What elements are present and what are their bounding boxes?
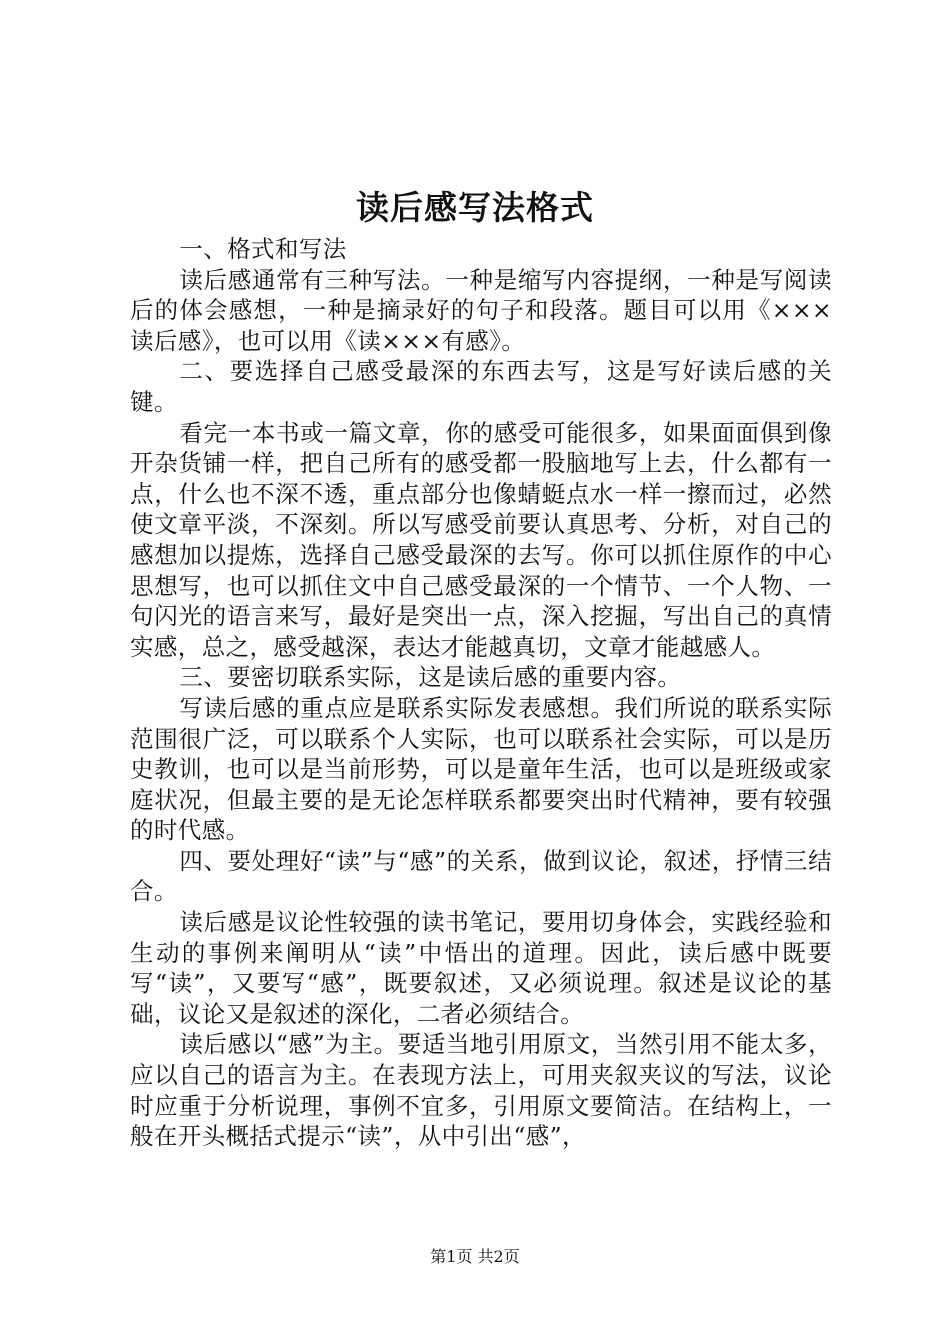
document-body bbox=[130, 234, 832, 1152]
paragraph: 写读后感的重点应是联系实际发表感想。我们所说的联系实际范围很广泛，可以联系个人实际，也可以联系社会实际，可以是历史教训，也可以是当前形势，可以是童年生活，也可以是班级或家庭状况，但最主要的是无论怎样联系都要突出时代精神，要有较强的时代感。 bbox=[130, 693, 832, 845]
section-heading-4: 四、要处理好“读”与“感”的关系，做到议论，叙述，抒情三结合。 bbox=[130, 846, 832, 906]
section-heading-1: 一、格式和写法 bbox=[179, 235, 347, 263]
paragraph: 读后感通常有三种写法。一种是缩写内容提纲，一种是写阅读后的体会感想，一种是摘录好的句子和段落。题目可以用《×××读后感》，也可以用《读×××有感》。 bbox=[130, 265, 832, 355]
paragraph: 读后感是议论性较强的读书笔记，要用切身体会，实践经验和生动的事例来阐明从“读”中悟出的道理。因此，读后感中既要写“读”，又要写“感”，既要叙述，又必须说理。叙述是议论的基础，议论又是叙述的深化，二者必须结合。 bbox=[130, 908, 832, 1028]
section-heading-2: 二、要选择自己感受最深的东西去写，这是写好读后感的关键。 bbox=[130, 357, 832, 416]
section-heading-3: 三、要密切联系实际，这是读后感的重要内容。 bbox=[179, 663, 682, 692]
document-title: 读后感写法格式 bbox=[356, 188, 594, 227]
paragraph: 看完一本书或一篇文章，你的感受可能很多，如果面面俱到像开杂货铺一样，把自己所有的感受都一股脑地写上去，什么都有一点，什么也不深不透，重点部分也像蜻蜓点水一样一擦而过，必然使文章平淡，不深刻。所以写感受前要认真思考、分析，对自己的感想加以提炼，选择自己感受最深的去写。你可以抓住原作的中心思想写，也可以抓住文中自己感受最深的一个情节、一个人物、一句闪光的语言来写，最好是突出一点，深入挖掘，写出自己的真情实感，总之，感受越深，表达才能越真切，文章才能越感人。 bbox=[130, 418, 832, 661]
paragraph: 读后感以“感”为主。要适当地引用原文，当然引用不能太多，应以自己的语言为主。在表现方法上，可用夹叙夹议的写法，议论时应重于分析说理，事例不宜多，引用原文要简洁。在结构上，一般在开头概括式提示“读”，从中引出“感”， bbox=[130, 1030, 832, 1151]
page-footer: 第1页 共2页 bbox=[430, 1247, 520, 1266]
